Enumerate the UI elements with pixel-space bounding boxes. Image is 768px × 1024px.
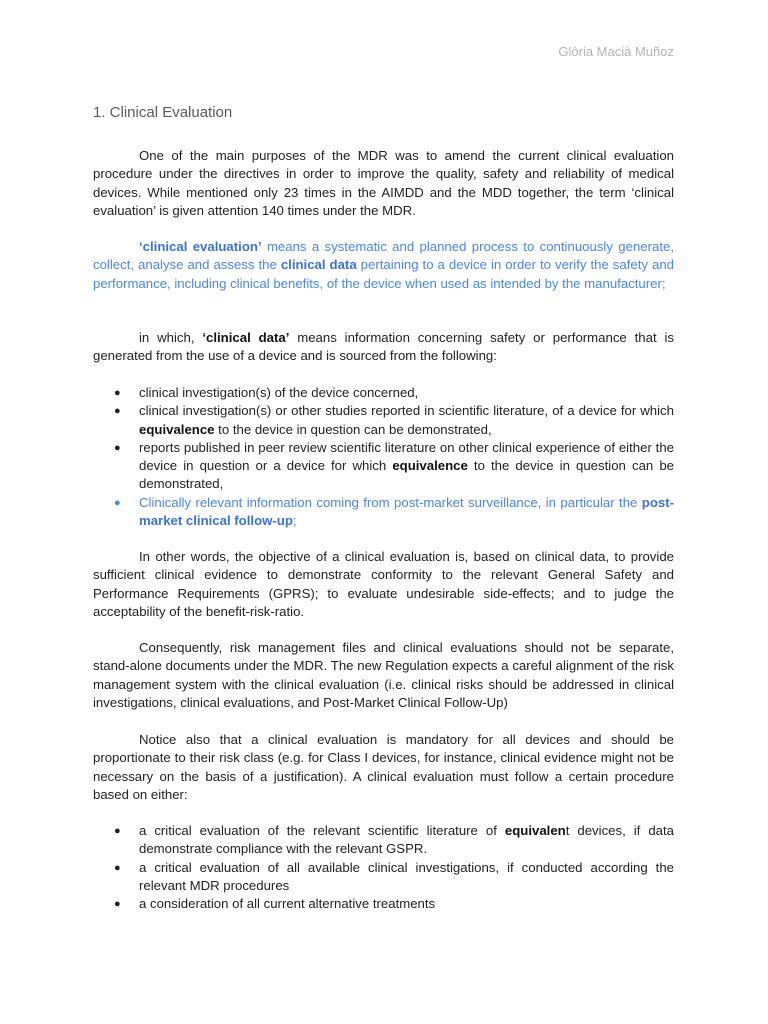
bullet-icon: ● — [114, 496, 121, 509]
sources-list — [93, 384, 674, 530]
list-item: ● clinical investigation(s) of the device concerned, — [93, 384, 674, 402]
clinical-data-paragraph — [93, 329, 674, 366]
definition-paragraph — [93, 238, 674, 293]
bullet-icon: ● — [114, 898, 121, 911]
list-item: ● a consideration of all current alternative treatments — [93, 895, 674, 913]
bullet-icon: ● — [114, 825, 121, 837]
intro-paragraph: One of the main purposes of the MDR was to amend the current clinical evaluation procedure under the directives in order to improve the quality, safety and reliability of medical devices. While mentioned only 23 times in the AIMDD and the MDD together, the term ‘clinical evaluation’ is given attention 140 times under the MDR. — [93, 148, 674, 218]
risk-paragraph: Consequently, risk management files and clinical evaluations should not be separate, stand-alone documents under the MDR. The new Regulation expects a careful alignment of the risk management system with the clinical evaluation (i.e. clinical risks should be addressed in clinical investigations, clinical evaluations, and Post-Market Clinical Follow-Up) — [93, 640, 674, 710]
bullet-icon: ● — [114, 861, 121, 874]
list-item: ● a critical evaluation of the relevant scientific literature of equivalent devices, if data demonstrate compliance with the relevant GSPR. — [114, 823, 674, 857]
section-heading: 1. Clinical Evaluation — [93, 104, 233, 121]
definition-text-a: means a systematic and planned process to continuously generate, collect, analyse and assess the — [93, 239, 674, 273]
bullet-icon: ● — [114, 387, 121, 399]
definition-text-b: pertaining to a device in order to verify the safety and performance, including clinical benefits, of the device when used as intended by the manufacturer; — [93, 257, 674, 291]
author-name: Glòria Macià Muñoz — [558, 44, 674, 59]
bullet-icon: ● — [114, 441, 121, 454]
clinical-data-term: ‘clinical data’ — [202, 330, 290, 345]
list-item: ● reports published in peer review scientific literature on other clinical experience of either the device in question or a device for which equivalence to the device in question can be demonstrated, — [114, 439, 674, 492]
list-item: ● a critical evaluation of all available clinical investigations, if conducted according the relevant MDR procedures — [114, 859, 674, 893]
clinical-data-text: means information concerning safety or performance that is generated from the use of a device and is sourced from the following: — [93, 330, 674, 364]
clinical-data-lead: in which, — [139, 330, 203, 345]
list-item: ● clinical investigation(s) or other studies reported in scientific literature, of a device for which equivalence to the device in question can be demonstrated, — [114, 403, 674, 437]
definition-term: ‘clinical evaluation’ — [139, 239, 262, 254]
notice-paragraph: Notice also that a clinical evaluation is mandatory for all devices and should be proportionate to their risk class (e.g. for Class I devices, for instance, clinical evidence might not be necessary on the basis of a justification). A clinical evaluation must follow a certain procedure based on either: — [93, 732, 674, 802]
procedures-list — [93, 822, 674, 913]
list-item: ● Clinically relevant information coming from post-market surveillance, in particular the post-market clinical follow-up; — [114, 494, 674, 529]
definition-bold: clinical data — [280, 257, 357, 273]
objective-paragraph: In other words, the objective of a clinical evaluation is, based on clinical data, to provide sufficient clinical evidence to demonstrate conformity to the relevant General Safety and Performance Requirements (GPRS); to evaluate undesirable side-effects; and to judge the acceptability of the benefit-risk-ratio. — [93, 549, 674, 619]
bullet-icon: ● — [114, 405, 121, 418]
